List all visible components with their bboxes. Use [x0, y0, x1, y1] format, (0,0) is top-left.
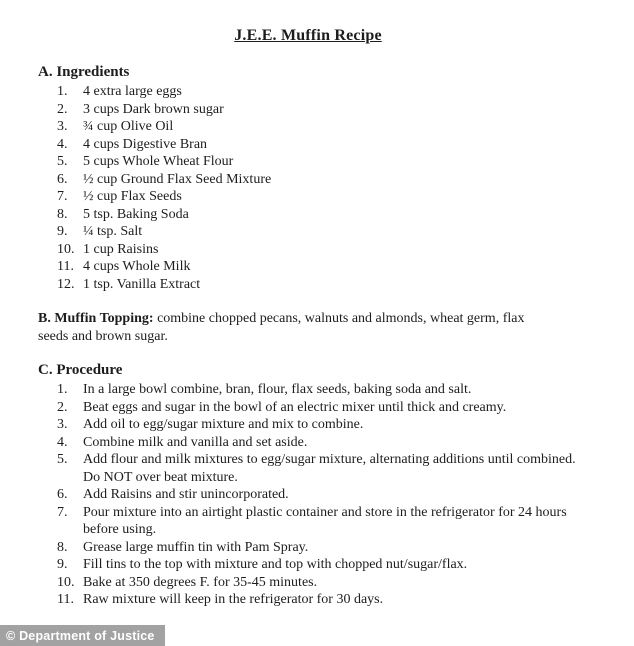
list-item — [57, 171, 578, 189]
list-item-text: 5 cups Whole Wheat Flour — [83, 154, 234, 169]
list-item-text: 4 extra large eggs — [83, 84, 182, 99]
procedure-list — [38, 381, 578, 609]
list-item-number: 8. — [57, 206, 68, 222]
watermark-badge — [0, 625, 165, 646]
list-item — [57, 276, 578, 294]
ingredients-section — [38, 63, 578, 293]
list-item-number: 3. — [57, 119, 68, 134]
list-item-number: 9. — [57, 557, 68, 572]
list-item-text: Beat eggs and sugar in the bowl of an electric mixer until thick and creamy. — [83, 399, 507, 415]
procedure-heading: C. Procedure — [38, 362, 123, 378]
list-item-text: ½ cup Ground Flax Seed Mixture — [83, 171, 272, 187]
list-item — [57, 136, 578, 154]
list-item — [57, 434, 578, 452]
list-item-number: 4. — [57, 136, 68, 152]
list-item-number: 6. — [57, 487, 68, 502]
list-item-text: 1 cup Raisins — [83, 241, 159, 257]
list-item — [57, 486, 578, 504]
list-item-number: 11. — [57, 259, 74, 274]
list-item-text: Fill tins to the top with mixture and top with chopped nut/sugar/flax. — [83, 557, 468, 572]
list-item-text: ½ cup Flax Seeds — [83, 189, 182, 204]
list-item-text: Add oil to egg/sugar mixture and mix to combine. — [83, 417, 364, 432]
list-item-number: 10. — [57, 241, 75, 257]
list-item-text: Add Raisins and stir unincorporated. — [83, 487, 289, 502]
list-item-text: Combine milk and vanilla and set aside. — [83, 434, 308, 450]
list-item-text: ¼ tsp. Salt — [83, 224, 143, 239]
list-item — [57, 381, 578, 399]
list-item — [57, 258, 578, 276]
list-item-number: 5. — [57, 452, 68, 467]
list-item — [57, 101, 578, 119]
list-item — [57, 556, 578, 574]
list-item-number: 3. — [57, 417, 68, 432]
list-item — [57, 591, 578, 609]
list-item-text: 4 cups Whole Milk — [83, 259, 191, 274]
list-item-number: 2. — [57, 101, 68, 117]
list-item-number: 6. — [57, 171, 68, 187]
list-item — [57, 118, 578, 136]
list-item — [57, 83, 578, 101]
ingredients-heading: A. Ingredients — [38, 64, 130, 80]
list-item-number: 7. — [57, 189, 68, 204]
list-item-number: 2. — [57, 399, 68, 415]
list-item — [57, 206, 578, 224]
document-title: J.E.E. Muffin Recipe — [234, 27, 382, 44]
list-item — [57, 188, 578, 206]
ingredients-list — [38, 83, 578, 293]
watermark-label: © Department of Justice — [6, 628, 155, 643]
list-item-number: 8. — [57, 539, 68, 555]
list-item-text: In a large bowl combine, bran, flour, flax seeds, baking soda and salt. — [83, 382, 472, 397]
list-item — [57, 539, 578, 557]
topping-paragraph — [38, 310, 543, 345]
list-item-text: 5 tsp. Baking Soda — [83, 206, 189, 222]
list-item-text: Add flour and milk mixtures to egg/sugar mixture, alternating additions until combined. Do NOT over beat mixture. — [83, 452, 576, 485]
list-item — [57, 504, 578, 539]
list-item-text: 3 cups Dark brown sugar — [83, 101, 224, 117]
list-item — [57, 574, 578, 592]
list-item-text: Grease large muffin tin with Pam Spray. — [83, 539, 309, 555]
list-item-number: 1. — [57, 84, 68, 99]
list-item-text: ¾ cup Olive Oil — [83, 119, 174, 134]
list-item-number: 11. — [57, 592, 74, 607]
list-item — [57, 153, 578, 171]
list-item-number: 10. — [57, 574, 75, 590]
list-item-number: 4. — [57, 434, 68, 450]
list-item-number: 7. — [57, 504, 68, 520]
list-item-number: 1. — [57, 382, 68, 397]
list-item-text: 1 tsp. Vanilla Extract — [83, 276, 201, 292]
list-item-text: Bake at 350 degrees F. for 35-45 minutes. — [83, 574, 318, 590]
list-item-text: 4 cups Digestive Bran — [83, 136, 208, 152]
list-item — [57, 451, 578, 486]
list-item-text: Raw mixture will keep in the refrigerator for 30 days. — [83, 592, 384, 607]
list-item-number: 12. — [57, 276, 75, 292]
topping-text: combine chopped pecans, walnuts and almonds, wheat germ, flax seeds and brown sugar. — [38, 311, 525, 344]
list-item-number: 9. — [57, 224, 68, 239]
list-item-text: Pour mixture into an airtight plastic container and store in the refrigerator for 24 hours before using. — [83, 504, 567, 537]
topping-heading: B. Muffin Topping: — [38, 311, 154, 326]
list-item — [57, 416, 578, 434]
list-item — [57, 223, 578, 241]
list-item — [57, 241, 578, 259]
list-item-number: 5. — [57, 154, 68, 169]
list-item — [57, 399, 578, 417]
procedure-section — [38, 361, 578, 609]
